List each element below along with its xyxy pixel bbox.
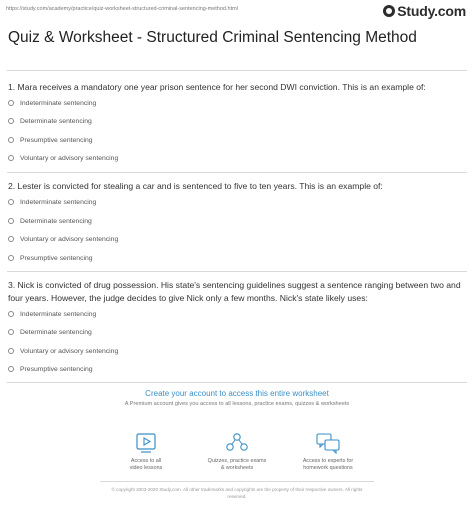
- copyright-line1: © copyright 2003-2020 Study.com. All other trademarks and copyrights are the property of their respective owners. All rights: [111, 487, 363, 492]
- option-label: Voluntary or advisory sentencing: [20, 154, 119, 162]
- q1-option-3[interactable]: [8, 135, 93, 145]
- chat-experts-icon: [315, 432, 341, 454]
- q1-option-4[interactable]: [8, 153, 118, 163]
- top-bar: [0, 0, 474, 22]
- feature-label-line1: Access to all: [130, 458, 162, 464]
- q1-option-1[interactable]: [8, 98, 96, 108]
- q3-option-4[interactable]: [8, 364, 93, 374]
- feature-label-line2: & worksheets: [220, 465, 254, 471]
- option-label: Voluntary or advisory sentencing: [20, 347, 119, 355]
- title-divider: [7, 70, 467, 71]
- radio-button[interactable]: [8, 155, 14, 161]
- radio-button[interactable]: [8, 329, 14, 335]
- page-title: Quiz & Worksheet - Structured Criminal Sentencing Method: [8, 29, 417, 46]
- question-divider: [7, 271, 467, 272]
- question-divider: [7, 172, 467, 173]
- radio-button[interactable]: [8, 137, 14, 143]
- study-logo[interactable]: [383, 2, 466, 19]
- create-account-link[interactable]: Create your account to access this entire worksheet: [145, 389, 329, 398]
- radio-button[interactable]: [8, 218, 14, 224]
- question-1-text: 1. Mara receives a mandatory one year prison sentence for her second DWI conviction. This is an example of:: [8, 82, 426, 92]
- radio-button[interactable]: [8, 199, 14, 205]
- option-label: Indeterminate sentencing: [20, 198, 97, 206]
- q3-option-2[interactable]: [8, 327, 92, 337]
- q2-option-2[interactable]: [8, 216, 92, 226]
- feature-label-line2: homework questions: [303, 465, 353, 471]
- premium-description: A Premium account gives you access to all lessons, practice exams, quizzes & worksheets: [124, 401, 350, 407]
- q2-option-3[interactable]: [8, 234, 118, 244]
- option-label: Presumptive sentencing: [20, 365, 93, 373]
- option-label: Presumptive sentencing: [20, 136, 93, 144]
- option-label: Voluntary or advisory sentencing: [20, 235, 119, 243]
- quiz-worksheet-icon: [224, 432, 250, 454]
- option-label: Indeterminate sentencing: [20, 310, 97, 318]
- radio-button[interactable]: [8, 255, 14, 261]
- feature-label-line1: Quizzes, practice exams: [207, 458, 267, 464]
- q2-option-1[interactable]: [8, 197, 96, 207]
- feature-experts: [273, 432, 383, 472]
- copyright-line2: reserved.: [227, 494, 247, 499]
- question-2-text: 2. Lester is convicted for stealing a car and is sentenced to five to ten years. This is an example of:: [8, 181, 383, 191]
- section-divider: [7, 382, 467, 383]
- video-lesson-icon: [135, 432, 157, 454]
- radio-button[interactable]: [8, 366, 14, 372]
- option-label: Indeterminate sentencing: [20, 99, 97, 107]
- option-label: Determinate sentencing: [20, 217, 92, 225]
- logo-text: Study.com: [397, 2, 466, 19]
- option-label: Presumptive sentencing: [20, 254, 93, 262]
- option-label: Determinate sentencing: [20, 328, 92, 336]
- q2-option-4[interactable]: [8, 253, 93, 263]
- radio-button[interactable]: [8, 348, 14, 354]
- radio-button[interactable]: [8, 100, 14, 106]
- q3-option-1[interactable]: [8, 309, 96, 319]
- radio-button[interactable]: [8, 311, 14, 317]
- page-url[interactable]: https://study.com/academy/practice/quiz-worksheet-structured-criminal-sentencing-method.html: [6, 6, 238, 12]
- footer-divider: [100, 481, 374, 482]
- radio-button[interactable]: [8, 236, 14, 242]
- copyright: [60, 486, 414, 500]
- option-label: Determinate sentencing: [20, 117, 92, 125]
- logo-mark-icon: [383, 5, 395, 17]
- feature-label-line2: video lessons: [129, 465, 163, 471]
- question-3-text: 3. Nick is convicted of drug possession. His state's sentencing guidelines suggest a sentence ranging between two and four years. However, the judge decides to give Nick only a few months. Nick's state likely uses:: [8, 280, 461, 303]
- q3-option-3[interactable]: [8, 346, 118, 356]
- radio-button[interactable]: [8, 118, 14, 124]
- q1-option-2[interactable]: [8, 116, 92, 126]
- feature-label-line1: Access to experts for: [302, 458, 354, 464]
